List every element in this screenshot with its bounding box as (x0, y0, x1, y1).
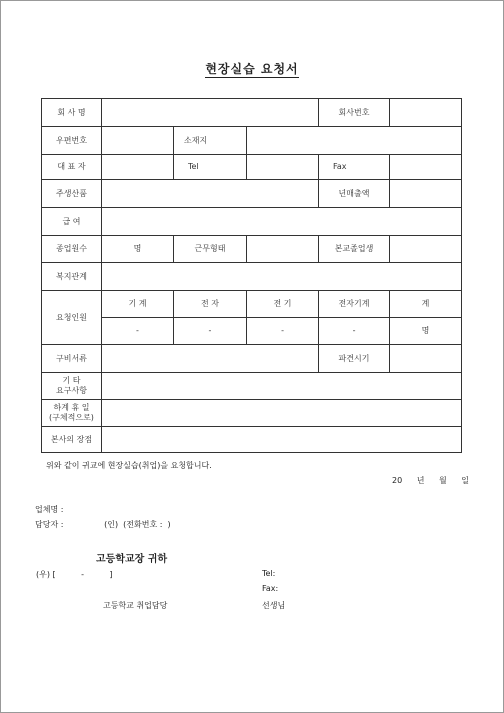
manager-field: 담당자 : (인) (전화번호 : ) (35, 520, 171, 529)
strengths-label: 본사의 장점 (42, 427, 102, 453)
alumni-field[interactable] (390, 236, 462, 263)
work-type-label: 근무형태 (174, 236, 247, 263)
row-request-headers (42, 291, 462, 318)
dispatch-time-label: 파견시기 (319, 345, 390, 373)
strengths-field[interactable] (102, 427, 462, 453)
row-request-values (42, 318, 462, 345)
fax-label: Fax (319, 155, 390, 180)
company-name-label: 회 사 명 (42, 99, 102, 127)
salary-field[interactable] (102, 208, 462, 236)
postal-line: (우) [ - ] (36, 570, 113, 579)
row-postal (42, 127, 462, 155)
tel-line: Tel: (262, 569, 276, 578)
row-contact (42, 400, 462, 427)
dispatch-time-field[interactable] (390, 345, 462, 373)
request-note: 위와 같이 귀교에 현장실습(취업)을 요청합니다. (46, 461, 212, 470)
company-no-label: 회사번호 (319, 99, 390, 127)
request-value-electric[interactable]: - (247, 318, 319, 345)
request-value-mechatronics[interactable]: - (319, 318, 390, 345)
request-value-total[interactable]: 명 (390, 318, 462, 345)
contact-label-line1: 하계 휴 일 (53, 403, 90, 412)
other-label-line2: 요구사항 (56, 386, 87, 395)
tel-label: Tel (174, 155, 247, 180)
request-header-total: 계 (390, 291, 462, 318)
document-title: 현장실습 요청서 (205, 62, 299, 76)
row-welfare (42, 263, 462, 291)
school-dept: 고등학교 취업담당 (103, 601, 168, 610)
postal-code-label: 우편번호 (42, 127, 102, 155)
products-label: 주생산품 (42, 180, 102, 208)
other-field[interactable] (102, 373, 462, 400)
fax-field[interactable] (390, 155, 462, 180)
location-field[interactable] (247, 127, 462, 155)
location-label: 소재지 (174, 127, 247, 155)
request-value-machine[interactable]: - (102, 318, 174, 345)
row-other (42, 373, 462, 400)
products-field[interactable] (102, 180, 319, 208)
company-no-field[interactable] (390, 99, 462, 127)
row-ceo (42, 155, 462, 180)
request-header-electric: 전 기 (247, 291, 319, 318)
row-employees (42, 236, 462, 263)
employees-unit: 명 (102, 236, 174, 263)
documents-field[interactable] (102, 345, 319, 373)
request-label: 요청인원 (42, 291, 102, 345)
employees-label: 종업원수 (42, 236, 102, 263)
work-type-field[interactable] (247, 236, 319, 263)
company-name-field[interactable] (102, 99, 319, 127)
request-header-machine: 기 계 (102, 291, 174, 318)
salary-label: 급 여 (42, 208, 102, 236)
teacher: 선생님 (262, 601, 286, 610)
row-strengths (42, 427, 462, 453)
company-field: 업체명 : (35, 505, 64, 514)
request-header-mechatronics: 전자기계 (319, 291, 390, 318)
row-salary (42, 208, 462, 236)
recipient: 고등학교장 귀하 (96, 554, 168, 565)
row-products (42, 180, 462, 208)
contact-field[interactable] (102, 400, 462, 427)
welfare-field[interactable] (102, 263, 462, 291)
request-form-table (41, 98, 462, 453)
alumni-label: 본교졸업생 (319, 236, 390, 263)
annual-sales-label: 년매출액 (319, 180, 390, 208)
date-line: 20 년 월 일 (392, 476, 469, 485)
other-label (42, 373, 102, 400)
documents-label: 구비서류 (42, 345, 102, 373)
postal-code-field[interactable] (102, 127, 174, 155)
annual-sales-field[interactable] (390, 180, 462, 208)
request-header-electronics: 전 자 (174, 291, 247, 318)
tel-field[interactable] (247, 155, 319, 180)
other-label-line1: 기 타 (62, 376, 81, 385)
contact-label (42, 400, 102, 427)
ceo-label: 대 표 자 (42, 155, 102, 180)
ceo-field[interactable] (102, 155, 174, 180)
request-value-electronics[interactable]: - (174, 318, 247, 345)
contact-label-line2: (구체적으로) (49, 413, 94, 422)
row-documents (42, 345, 462, 373)
fax-line: Fax: (262, 584, 279, 593)
row-company (42, 99, 462, 127)
welfare-label: 복지관계 (42, 263, 102, 291)
